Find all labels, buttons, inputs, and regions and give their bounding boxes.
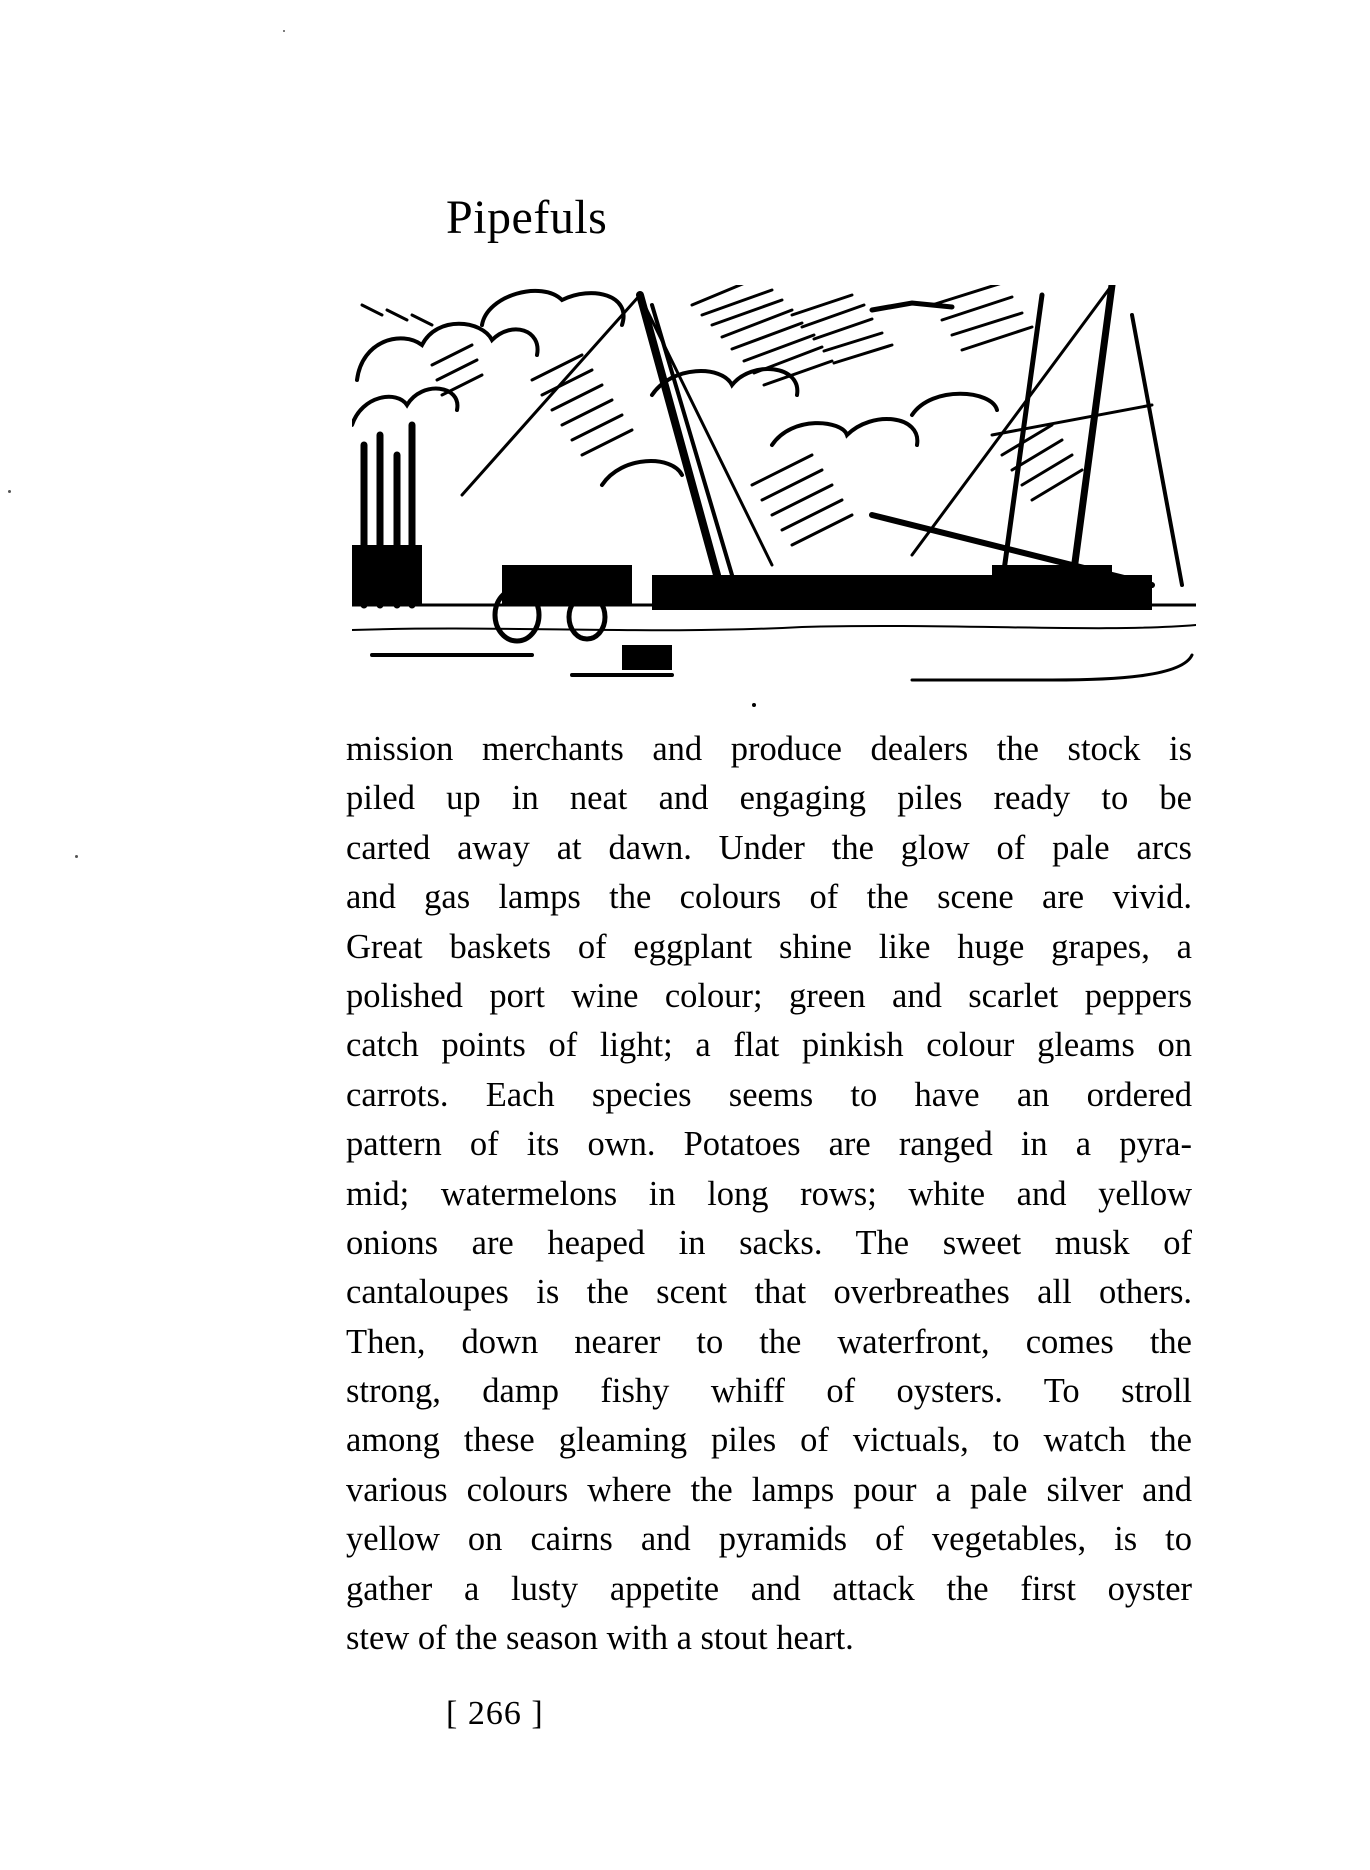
text-line: mid; watermelons in long rows; white and yellow [346,1174,1192,1213]
text-line: polished port wine colour; green and scarlet peppers [346,976,1192,1015]
text-line: gather a lusty appetite and attack the first oyster [346,1569,1192,1608]
page-number: [ 266 ] [446,1695,544,1732]
scan-speck [8,490,11,493]
text-line: Great baskets of eggplant shine like huge grapes, a [346,927,1192,966]
text-line: pattern of its own. Potatoes are ranged in a pyra- [346,1125,1192,1164]
text-line: carted away at dawn. Under the glow of pale arcs [346,828,1192,867]
text-line: catch points of light; a flat pinkish colour gleams on [346,1026,1192,1065]
text-line: among these gleaming piles of victuals, to watch the [346,1421,1192,1460]
text-line: and gas lamps the colours of the scene are vivid. [346,878,1192,917]
text-line: yellow on cairns and pyramids of vegetables, is to [346,1520,1192,1559]
body-text [346,725,1192,1663]
scan-speck [752,703,756,707]
text-line: piled up in neat and engaging piles ready to be [346,779,1192,818]
scan-speck [283,30,285,32]
text-line: Then, down nearer to the waterfront, comes the [346,1322,1192,1361]
running-head: Pipefuls [446,191,608,244]
text-line: various colours where the lamps pour a pale silver and [346,1470,1192,1509]
text-line: onions are heaped in sacks. The sweet musk of [346,1223,1192,1262]
text-line: cantaloupes is the scent that overbreathes all others. [346,1273,1192,1312]
scan-speck [75,855,78,858]
text-line: stew of the season with a stout heart. [346,1619,854,1658]
harbor-scene-illustration [352,285,1196,697]
text-line: carrots. Each species seems to have an ordered [346,1075,1192,1114]
text-line: mission merchants and produce dealers the stock is [346,730,1192,768]
text-line: strong, damp fishy whiff of oysters. To stroll [346,1372,1192,1411]
